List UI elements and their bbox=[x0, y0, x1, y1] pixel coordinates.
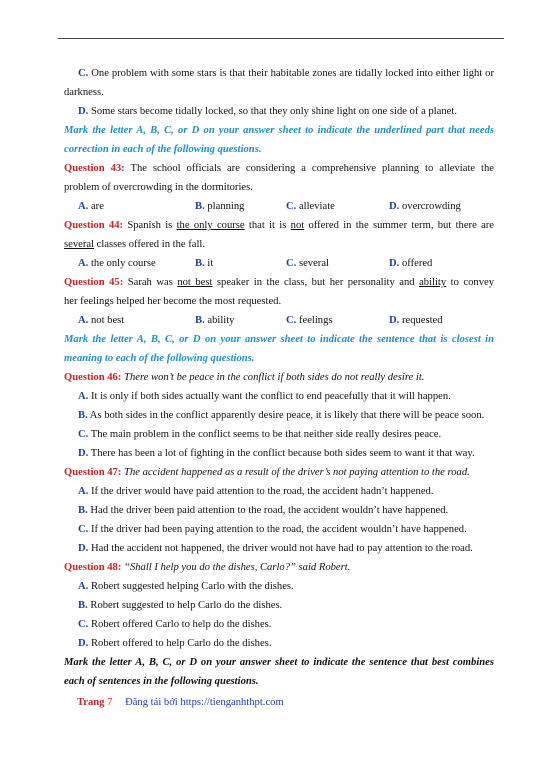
underlined-part: ability bbox=[419, 277, 447, 288]
option-a: A. Robert suggested helping Carlo with the dishes. bbox=[78, 581, 294, 592]
option-b: B. Robert suggested to help Carlo do the dishes. bbox=[78, 600, 283, 611]
question-44-cont: several classes offered in the fall. bbox=[64, 239, 205, 250]
option-a: A. are bbox=[78, 201, 104, 212]
option-d-line: D. Some stars become tidally locked, so that they only shine light on one side of a planet. bbox=[78, 106, 457, 117]
question-46: Question 46: There won’t be peace in the conflict if both sides do not really desire it. bbox=[64, 372, 425, 383]
question-43: Question 43: The school officials are considering a comprehensive planning to alleviate the bbox=[64, 163, 494, 174]
question-48: Question 48: “Shall I help you do the dishes, Carlo?” said Robert. bbox=[64, 562, 351, 573]
page-footer bbox=[77, 697, 284, 708]
option-c: C. several bbox=[286, 258, 329, 269]
option-d: D. overcrowding bbox=[389, 201, 461, 212]
underlined-part: not best bbox=[177, 277, 213, 288]
direction-1: Mark the letter A, B, C, or D on your answer sheet to indicate the underlined part that needs bbox=[64, 125, 494, 136]
question-47: Question 47: The accident happened as a result of the driver’s not paying attention to the road. bbox=[64, 467, 470, 478]
source-link[interactable]: Đăng tải bởi https://tienganhthpt.com bbox=[125, 697, 284, 708]
option-d: D. requested bbox=[389, 315, 443, 326]
direction-3: Mark the letter A, B, C, or D on your answer sheet to indicate the sentence that best combines bbox=[64, 657, 494, 668]
option-c: C. alleviate bbox=[286, 201, 335, 212]
underlined-part: not bbox=[290, 220, 305, 231]
document-body bbox=[64, 64, 494, 691]
option-b: B. planning bbox=[195, 201, 245, 212]
option-a: A. If the driver would have paid attention to the road, the accident hadn’t happened. bbox=[78, 486, 434, 497]
underlined-part: the only course bbox=[176, 220, 245, 231]
page-number: 7 bbox=[107, 697, 113, 708]
option-c-cont: darkness. bbox=[64, 87, 104, 98]
option-c: C. The main problem in the conflict seems to be that neither side really desires peace. bbox=[78, 429, 442, 440]
question-44-options bbox=[64, 254, 494, 273]
underlined-part: several bbox=[64, 239, 94, 250]
option-c: C. feelings bbox=[286, 315, 333, 326]
question-43-cont: problem of overcrowding in the dormitories. bbox=[64, 182, 253, 193]
question-45-cont: her feelings helped her become the most requested. bbox=[64, 296, 282, 307]
question-44: Question 44: Spanish is the only course that it is not offered in the summer term, but there are bbox=[64, 220, 495, 231]
option-d: D. There has been a lot of fighting in the conflict because both sides seem to want it that way. bbox=[78, 448, 475, 459]
direction-2-cont: meaning to each of the following questions. bbox=[64, 353, 255, 364]
option-c: C. Robert offered Carlo to help do the dishes. bbox=[78, 619, 272, 630]
option-b: B. ability bbox=[195, 315, 235, 326]
option-b: B. As both sides in the conflict apparently desire peace, it is likely that there will be peace soon. bbox=[78, 410, 485, 421]
page-label: Trang bbox=[77, 697, 105, 708]
question-45-options bbox=[64, 311, 494, 330]
option-c: C. If the driver had been paying attention to the road, the accident wouldn’t have happened. bbox=[78, 524, 467, 535]
direction-1-cont: correction in each of the following questions. bbox=[64, 144, 262, 155]
direction-2: Mark the letter A, B, C, or D on your answer sheet to indicate the sentence that is closest in bbox=[64, 334, 494, 345]
option-b: B. it bbox=[195, 258, 214, 269]
option-d: D. Had the accident not happened, the driver would not have had to pay attention to the road. bbox=[78, 543, 473, 554]
option-a: A. It is only if both sides actually want the conflict to end peacefully that it will happen. bbox=[78, 391, 451, 402]
header-rule bbox=[58, 38, 504, 39]
question-45: Question 45: Sarah was not best speaker in the class, but her personality and ability to convey bbox=[64, 277, 494, 288]
question-43-options bbox=[64, 197, 494, 216]
option-d: D. Robert offered to help Carlo do the dishes. bbox=[78, 638, 272, 649]
direction-3-cont: each of sentences in the following questions. bbox=[64, 676, 259, 687]
option-a: A. not best bbox=[78, 315, 125, 326]
option-b: B. Had the driver been paid attention to the road, the accident wouldn’t have happened. bbox=[78, 505, 449, 516]
option-a: A. the only course bbox=[78, 258, 156, 269]
option-c-line: C. One problem with some stars is that their habitable zones are tidally locked into either light or bbox=[78, 68, 494, 79]
option-d: D. offered bbox=[389, 258, 433, 269]
